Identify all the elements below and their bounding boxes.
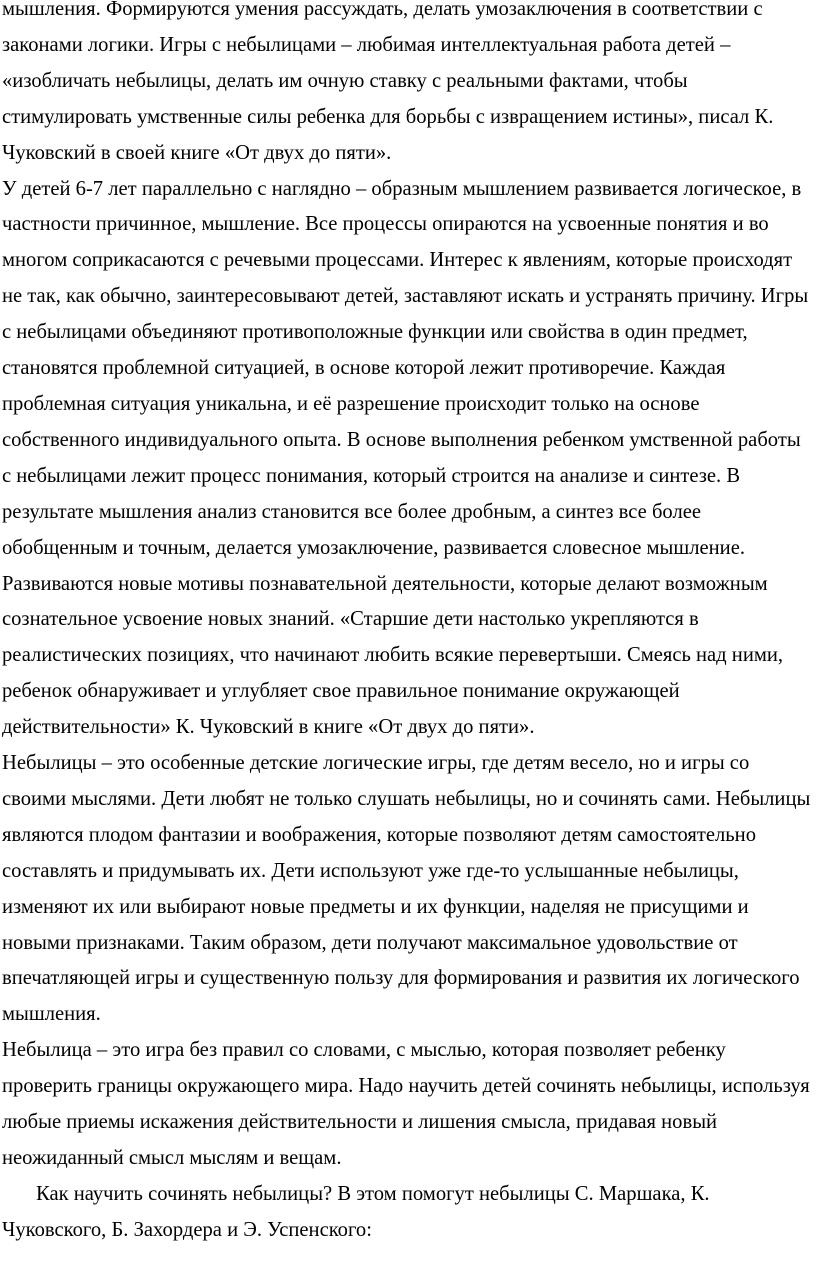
paragraph-nebylitsa-definition: Небылица – это игра без правил со словами, с мыслью, которая позволяет ребенку проверить границы окружающего мира. Надо научить детей сочинять небылицы, используя любые приемы искажения действительности и лишения смысла, придавая новый неожиданный смысл мыслям и вещам. xyxy=(2,1039,810,1169)
paragraph-logic-thinking: мышления. Формируются умения рассуждать, делать умозаключения в соответствии с законами логики. Игры с небылицами – любимая интеллектуальная работа детей – «изобличать небылицы, делать им очную ставку с реальными фактами, чтобы стимулировать умственные силы ребенка для борьбы с извращением истины», писал К. Чуковский в своей книге «От двух до пяти». xyxy=(2,0,774,164)
paragraph-how-to-teach: Как научить сочинять небылицы? В этом помогут небылицы С. Маршака, К. Чуковского, Б. Захордера и Э. Успенского: xyxy=(2,1182,710,1241)
paragraph-nebylitsy-games: Небылицы – это особенные детские логические игры, где детям весело, но и игры со своими мыслями. Дети любят не только слушать небылицы, но и сочинять сами. Небылицы являются плодом фантазии и воображения, которые позволяют детям самостоятельно составлять и придумывать их. Дети используют уже где-то услышанные небылицы, изменяют их или выбирают новые предметы и их функции, наделяя не присущими и новыми признаками. Таким образом, дети получают максимальное удовольствие от впечатляющей игры и существенную пользу для формирования и развития их логического мышления. xyxy=(2,752,811,1026)
paragraph-children-6-7: У детей 6-7 лет параллельно с наглядно – образным мышлением развивается логическое, в частности причинное, мышление. Все процессы опираются на усвоенные понятия и во многом соприкасаются с речевыми процессами. Интерес к явлениям, которые происходят не так, как обычно, заинтересовывают детей, заставляют искать и устранять причину. Игры с небылицами объединяют противоположные функции или свойства в один предмет, становятся проблемной ситуацией, в основе которой лежит противоречие. Каждая проблемная ситуация уникальна, и её разрешение происходит только на основе собственного индивидуального опыта. В основе выполнения ребенком умственной работы с небылицами лежит процесс понимания, который строится на анализе и синтезе. В результате мышления анализ становится все более дробным, а синтез все более обобщенным и точным, делается умозаключение, развивается словесное мышление. Развиваются новые мотивы познавательной деятельности, которые делают возможным сознательное усвоение новых знаний. «Старшие дети настолько укрепляются в реалистических позициях, что начинают любить всякие перевертыши. Смеясь над ними, ребенок обнаруживает и углубляет свое правильное понимание окружающей действительности» К. Чуковский в книге «От двух до пяти». xyxy=(2,177,809,739)
